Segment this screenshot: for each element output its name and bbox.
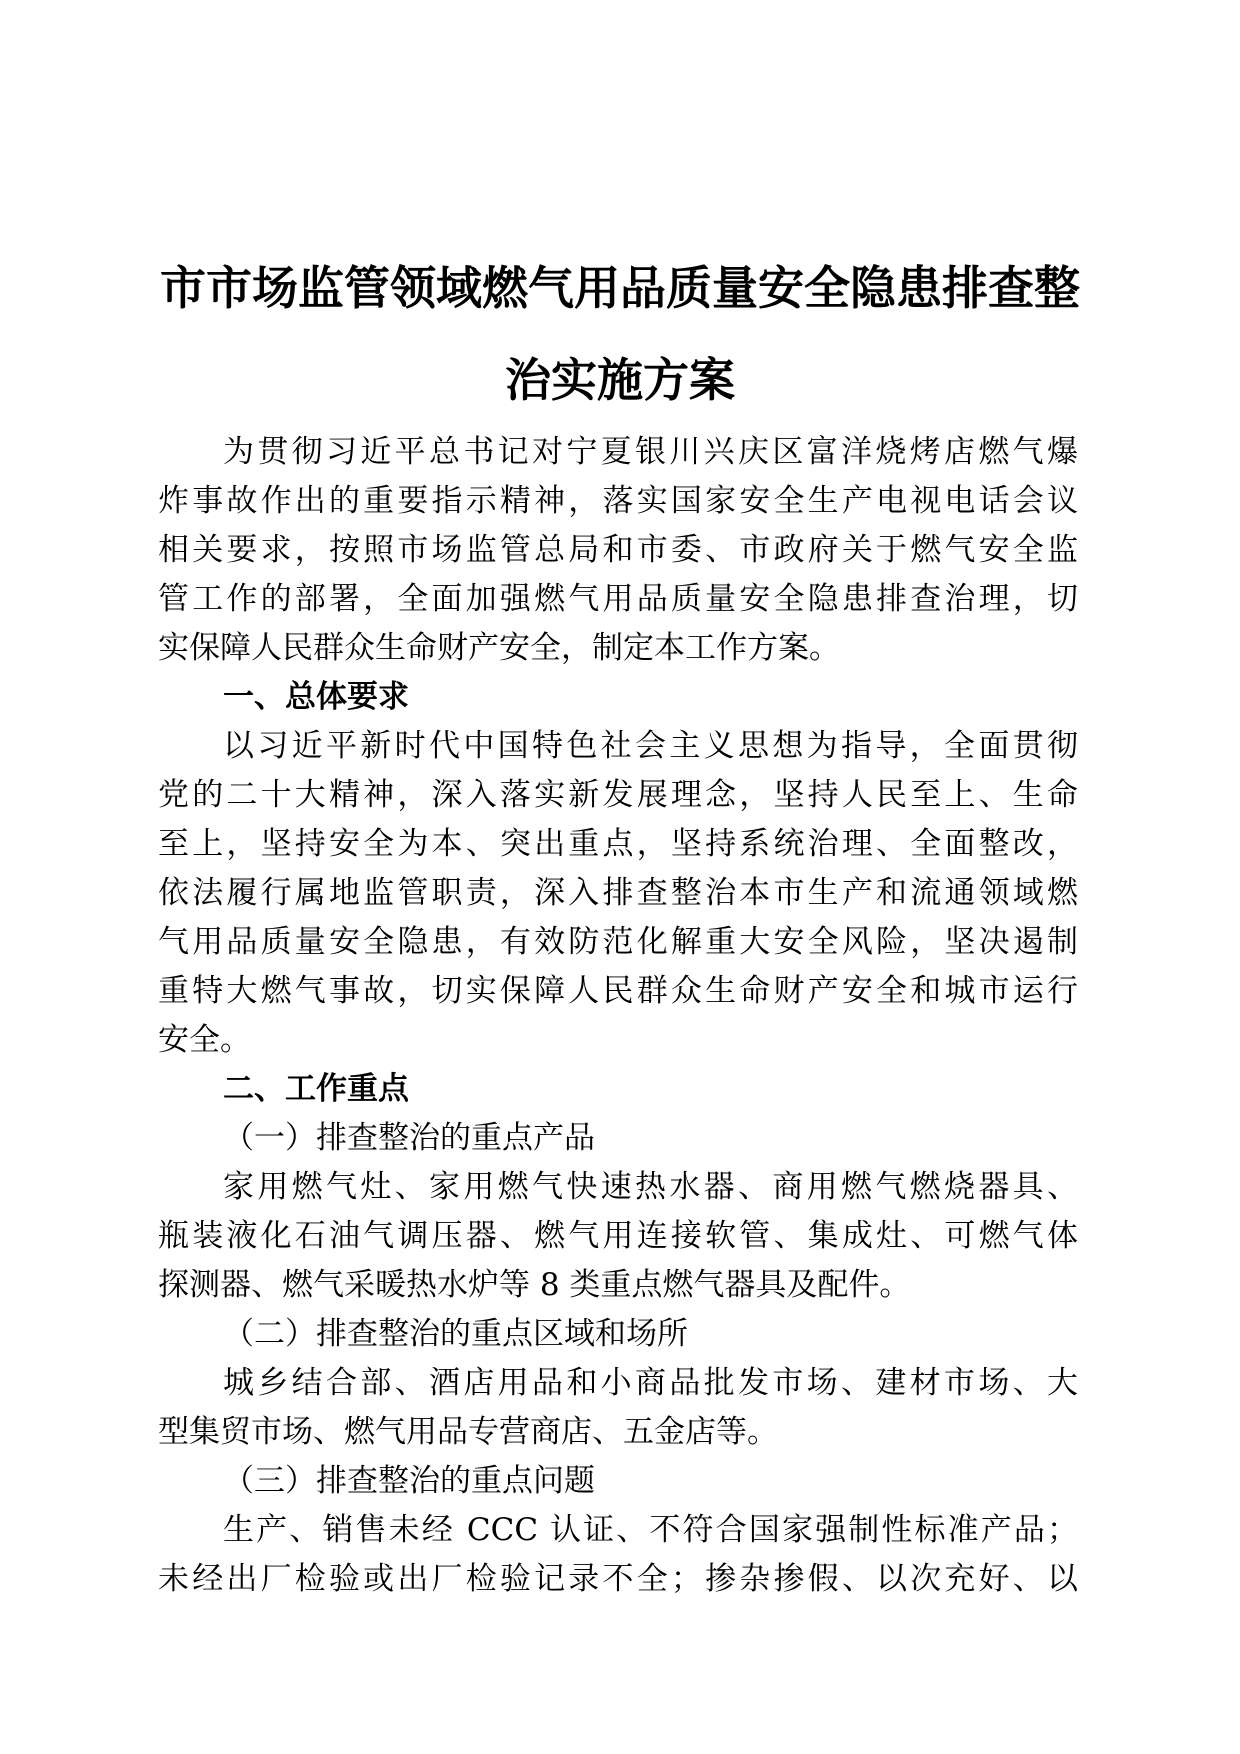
subsection-1-line-3: 探测器、燃气采暖热水炉等 8 类重点燃气器具及配件。 bbox=[158, 1267, 911, 1303]
section-1-line-1: 以习近平新时代中国特色社会主义思想为指导，全面贯彻 bbox=[223, 728, 1078, 764]
subsection-3-line-2: 未经出厂检验或出厂检验记录不全；掺杂掺假、以次充好、以 bbox=[158, 1561, 1078, 1597]
intro-line-5: 实保障人民群众生命财产安全，制定本工作方案。 bbox=[158, 630, 840, 666]
subsection-1-line-2: 瓶装液化石油气调压器、燃气用连接软管、集成灶、可燃气体 bbox=[158, 1218, 1078, 1254]
intro-line-1: 为贯彻习近平总书记对宁夏银川兴庆区富洋烧烤店燃气爆 bbox=[223, 434, 1078, 470]
intro-line-3: 相关要求，按照市场监管总局和市委、市政府关于燃气安全监 bbox=[158, 532, 1078, 568]
section-2-heading: 二、工作重点 bbox=[223, 1071, 409, 1107]
subsection-2-line-2: 型集贸市场、燃气用品专营商店、五金店等。 bbox=[158, 1414, 778, 1450]
subsection-3-heading: （三）排查整治的重点问题 bbox=[223, 1463, 595, 1499]
intro-line-4: 管工作的部署，全面加强燃气用品质量安全隐患排查治理，切 bbox=[158, 581, 1078, 617]
subsection-3-line-1: 生产、销售未经 CCC 认证、不符合国家强制性标准产品； bbox=[223, 1512, 1078, 1548]
document-title-line-2: 治实施方案 bbox=[505, 353, 735, 407]
section-1-heading: 一、总体要求 bbox=[223, 679, 409, 715]
subsection-2-line-1: 城乡结合部、酒店用品和小商品批发市场、建材市场、大 bbox=[223, 1365, 1078, 1401]
intro-line-2: 炸事故作出的重要指示精神，落实国家安全生产电视电话会议 bbox=[158, 483, 1078, 519]
section-1-line-3: 至上，坚持安全为本、突出重点，坚持系统治理、全面整改， bbox=[158, 826, 1078, 862]
section-1-line-7: 安全。 bbox=[158, 1022, 251, 1058]
section-1-line-4: 依法履行属地监管职责，深入排查整治本市生产和流通领域燃 bbox=[158, 875, 1078, 911]
document-title-line-1: 市市场监管领域燃气用品质量安全隐患排查整 bbox=[160, 261, 1080, 315]
subsection-1-line-1: 家用燃气灶、家用燃气快速热水器、商用燃气燃烧器具、 bbox=[223, 1169, 1078, 1205]
subsection-1-heading: （一）排查整治的重点产品 bbox=[223, 1120, 595, 1156]
section-1-line-6: 重特大燃气事故，切实保障人民群众生命财产安全和城市运行 bbox=[158, 973, 1078, 1009]
section-1-line-2: 党的二十大精神，深入落实新发展理念，坚持人民至上、生命 bbox=[158, 777, 1078, 813]
section-1-line-5: 气用品质量安全隐患，有效防范化解重大安全风险，坚决遏制 bbox=[158, 924, 1078, 960]
subsection-2-heading: （二）排查整治的重点区域和场所 bbox=[223, 1316, 688, 1352]
